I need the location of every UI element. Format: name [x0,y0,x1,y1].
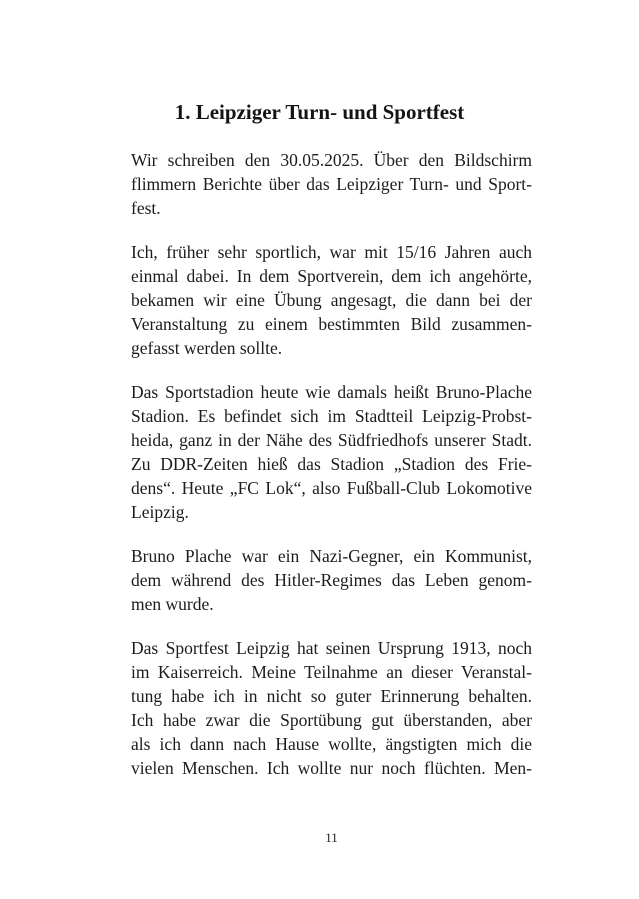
text-line: vielen Menschen. Ich wollte nur noch flüchten. Men- [131,758,532,778]
text-line: einmal dabei. In dem Sportverein, dem ich angehörte, [131,266,532,286]
paragraph [131,148,532,220]
text-line: Bruno Plache war ein Nazi-Gegner, ein Kommunist, [131,546,532,566]
text-line: men wurde. [131,594,214,614]
paragraph [131,380,532,524]
text-line: dem während des Hitler-Regimes das Leben genom- [131,570,532,590]
text-line: als ich dann nach Hause wollte, ängstigten mich die [131,734,532,754]
text-line: Leipzig. [131,502,189,522]
text-line: Das Sportfest Leipzig hat seinen Ursprung 1913, noch [131,638,532,658]
paragraph [131,636,532,780]
text-line: bekamen wir eine Übung angesagt, die dann bei der [131,290,532,310]
page-number: 11 [325,830,338,845]
text-line: tung habe ich in nicht so guter Erinnerung behalten. [131,686,532,706]
text-column [131,148,532,800]
text-line: heida, ganz in der Nähe des Südfriedhofs unserer Stadt. [131,430,532,450]
text-line: fest. [131,198,161,218]
text-line: flimmern Berichte über das Leipziger Turn- und Sport- [131,174,532,194]
text-line: gefasst werden sollte. [131,338,283,358]
paragraph [131,544,532,616]
text-line: Zu DDR-Zeiten hieß das Stadion „Stadion des Frie- [131,454,532,474]
text-line: dens“. Heute „FC Lok“, also Fußball-Club Lokomotive [131,478,532,498]
text-line: Ich habe zwar die Sportübung gut überstanden, aber [131,710,532,730]
text-line: im Kaiserreich. Meine Teilnahme an dieser Veranstal- [131,662,532,682]
chapter-title: 1. Leipziger Turn- und Sportfest [174,100,465,124]
text-line: Veranstaltung zu einem bestimmten Bild zusammen- [131,314,532,334]
text-line: Das Sportstadion heute wie damals heißt Bruno-Plache [131,382,532,402]
paragraph [131,240,532,360]
text-line: Ich, früher sehr sportlich, war mit 15/16 Jahren auch [131,242,532,262]
text-line: Stadion. Es befindet sich im Stadtteil Leipzig-Probst- [131,406,532,426]
text-line: Wir schreiben den 30.05.2025. Über den Bildschirm [131,150,532,170]
